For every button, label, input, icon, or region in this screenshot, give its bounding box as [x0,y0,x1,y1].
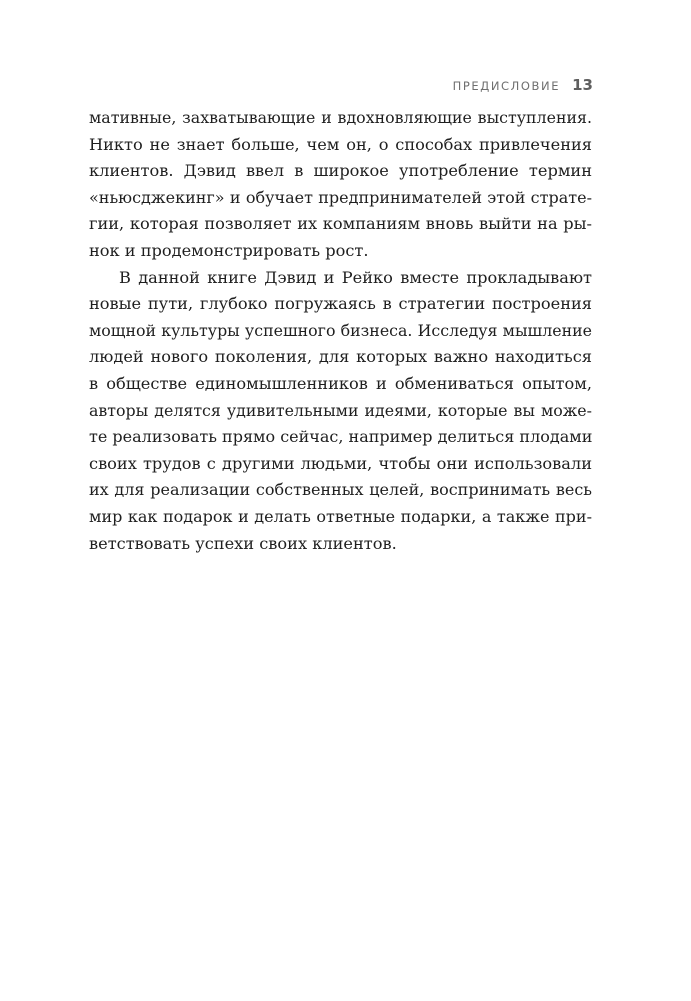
running-head [453,76,593,94]
running-head-section: ПРЕДИСЛОВИЕ [452,79,561,93]
page-number: 13 [572,76,593,94]
text-line: новые пути, глубоко погружаясь в стратегии построения [89,294,592,314]
text-line: людей нового поколения, для которых важно находиться [89,347,592,367]
text-line: «ньюсджекинг» и обучает предпринимателей этой страте- [89,187,592,207]
text-line: авторы делятся удивительными идеями, которые вы може- [89,400,592,420]
text-line: мир как подарок и делать ответные подарки, а также при- [89,506,592,526]
text-line: их для реализации собственных целей, воспринимать весь [89,480,592,500]
text-line: клиентов. Дэвид ввел в широкое употребление термин [89,161,592,181]
text-line: в обществе единомышленников и обмениваться опытом, [89,373,592,393]
body-text [89,105,592,557]
text-line: те реализовать прямо сейчас, например делиться плодами [89,427,593,447]
text-line: В данной книге Дэвид и Рейко вместе прокладывают [119,267,592,287]
text-line: Никто не знает больше, чем он, о способах привлечения [89,134,592,154]
paragraph-2 [89,265,592,558]
text-line: своих трудов с другими людьми, чтобы они использовали [89,453,592,473]
text-line: ветствовать успехи своих клиентов. [89,533,397,553]
text-line: нок и продемонстрировать рост. [89,240,369,260]
paragraph-1 [89,105,592,265]
text-line: мощной культуры успешного бизнеса. Исследуя мышление [89,320,592,340]
text-line: гии, которая позволяет их компаниям вновь выйти на ры- [89,214,592,234]
text-line: мативные, захватывающие и вдохновляющие выступления. [89,108,592,127]
